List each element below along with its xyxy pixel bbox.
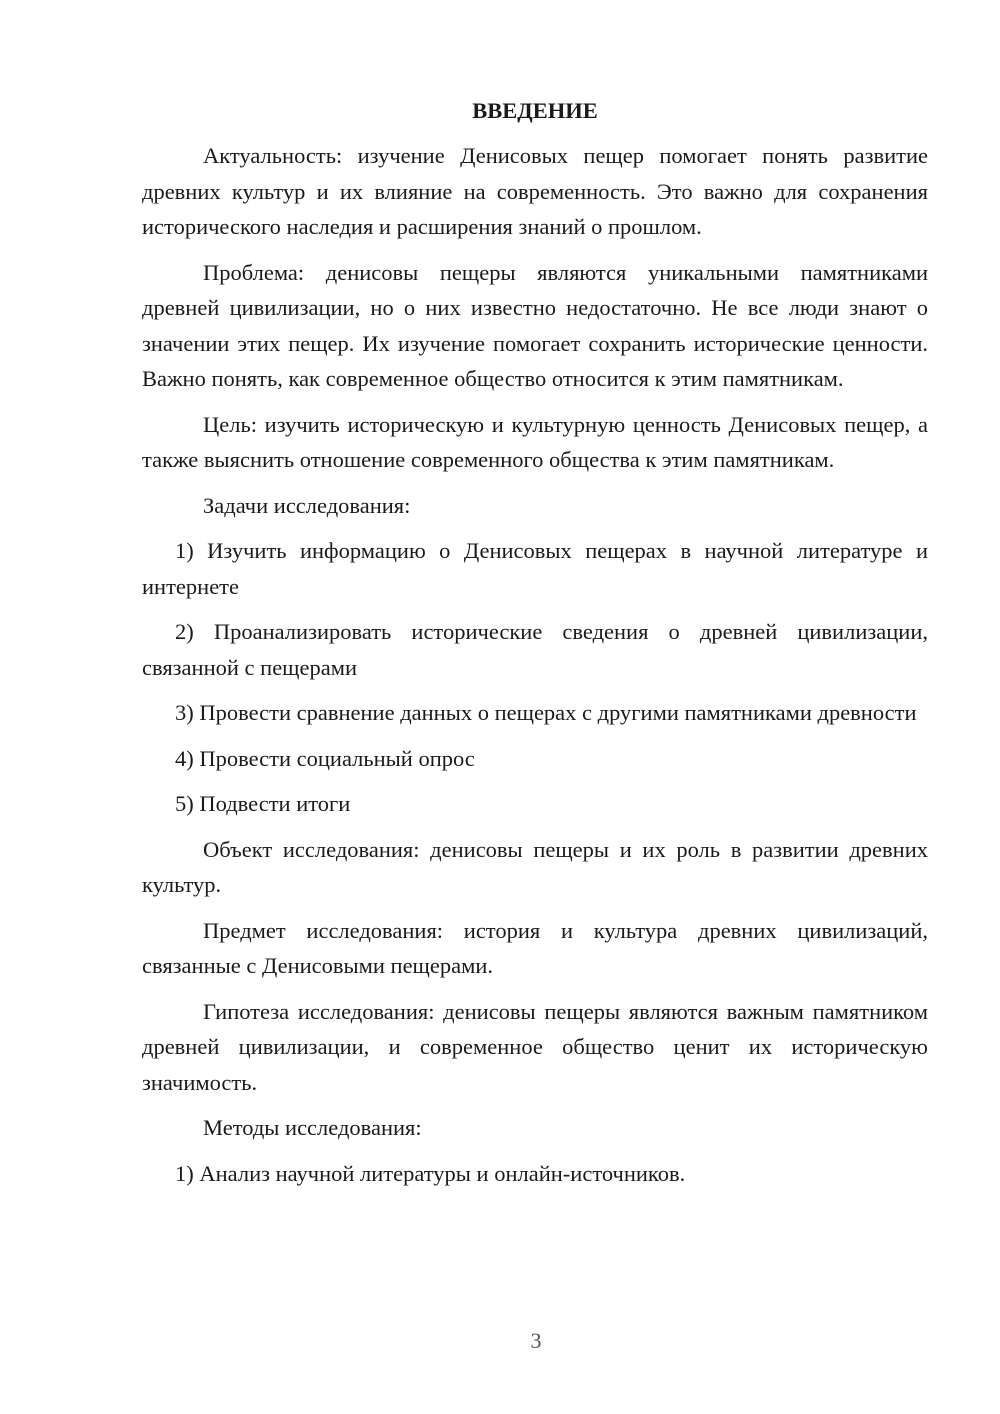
tasks-heading: Задачи исследования: [203,492,411,518]
task-item-2: 2) Проанализировать исторические сведения о древней цивилизации, связанной с пещерами [142,619,928,680]
task-item-5: 5) Подвести итоги [175,791,351,816]
paragraph-hypothesis: Гипотеза исследования: денисовы пещеры являются важным памятником древней цивилизации, и современное общество ценит их историческую значимость. [142,998,928,1095]
task-item-1: 1) Изучить информацию о Денисовых пещерах в научной литературе и интернете [142,538,928,599]
paragraph-problem: Проблема: денисовы пещеры являются уникальными памятниками древней цивилизации, но о них известно недостаточно. Не все люди знают о значении этих пещер. Их изучение помогает сохранить исторические ценности. Важно понять, как современное общество относится к этим памятникам. [142,259,928,391]
paragraph-goal: Цель: изучить историческую и культурную ценность Денисовых пещер, а также выяснить отношение современного общества к этим памятникам. [142,411,928,472]
page-number: 3 [530,1328,542,1353]
method-item-1: 1) Анализ научной литературы и онлайн-источников. [175,1160,686,1186]
paragraph-object: Объект исследования: денисовы пещеры и их роль в развитии древних культур. [142,836,928,897]
methods-heading: Методы исследования: [203,1115,422,1140]
section-title: ВВЕДЕНИЕ [472,98,598,123]
task-item-4: 4) Провести социальный опрос [175,745,475,771]
task-item-3: 3) Провести сравнение данных о пещерах с другими памятниками древности [175,700,917,725]
paragraph-relevance: Актуальность: изучение Денисовых пещер помогает понять развитие древних культур и их влияние на современность. Это важно для сохранения исторического наследия и расширения знаний о прошлом. [142,143,928,239]
paragraph-subject: Предмет исследования: история и культура древних цивилизаций, связанные с Денисовыми пещерами. [142,917,928,978]
document-page [142,94,928,1201]
